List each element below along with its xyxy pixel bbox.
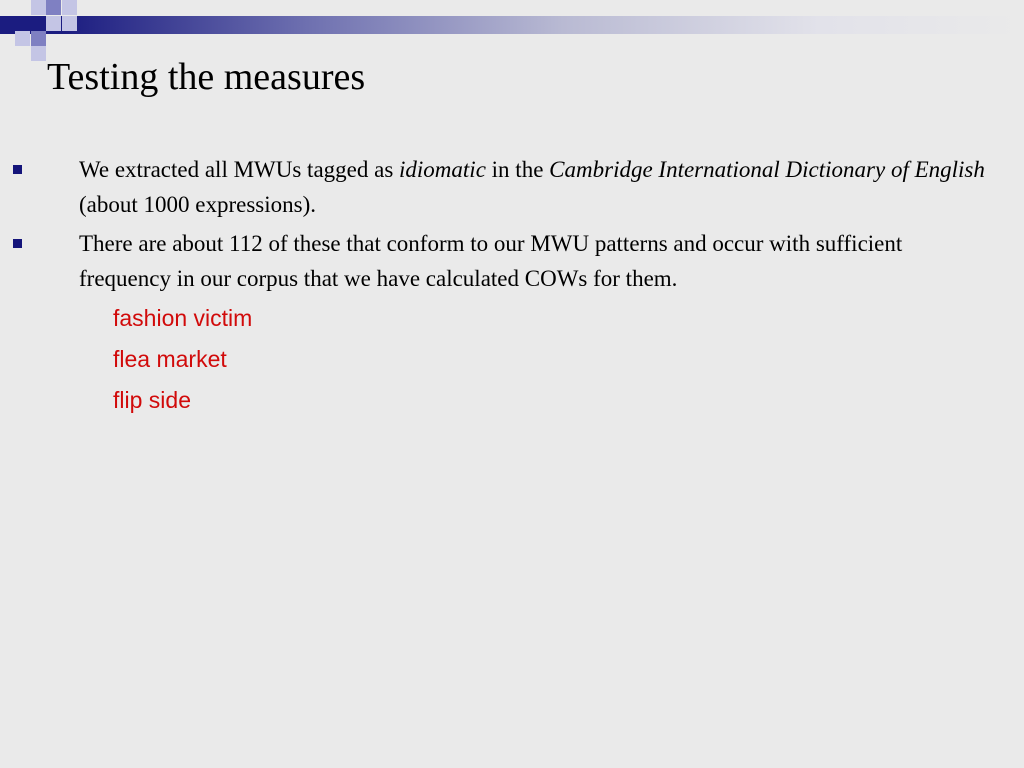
header-gradient-band — [0, 16, 1024, 34]
example-term: flea market — [113, 346, 227, 372]
decorative-square — [46, 16, 61, 31]
slide-title: Testing the measures — [47, 56, 366, 98]
decorative-square — [31, 46, 46, 61]
text-run: We extracted all MWUs tagged as — [79, 157, 400, 182]
decorative-square — [46, 0, 61, 15]
decorative-square — [62, 16, 77, 31]
text-run: in the — [485, 157, 550, 182]
decorative-square — [31, 31, 46, 46]
decorative-square — [62, 0, 77, 15]
bullet-text — [79, 152, 994, 222]
text-run: (about 1000 expressions). — [79, 192, 316, 217]
square-bullet-icon — [13, 239, 22, 248]
example-term: flip side — [113, 387, 191, 413]
italic-text-run: idiomatic — [399, 157, 486, 182]
square-bullet-icon — [13, 165, 22, 174]
decorative-square — [31, 0, 46, 15]
italic-text-run: Cambridge International Dictionary of English — [549, 157, 985, 182]
text-run: There are about 112 of these that conform to our MWU patterns and occur with sufficient frequency in our corpus that we have calculated COWs for them. — [79, 231, 903, 291]
example-term: fashion victim — [113, 305, 253, 331]
decorative-square — [15, 16, 30, 31]
decorative-square — [15, 31, 30, 46]
bullet-text — [79, 226, 994, 296]
